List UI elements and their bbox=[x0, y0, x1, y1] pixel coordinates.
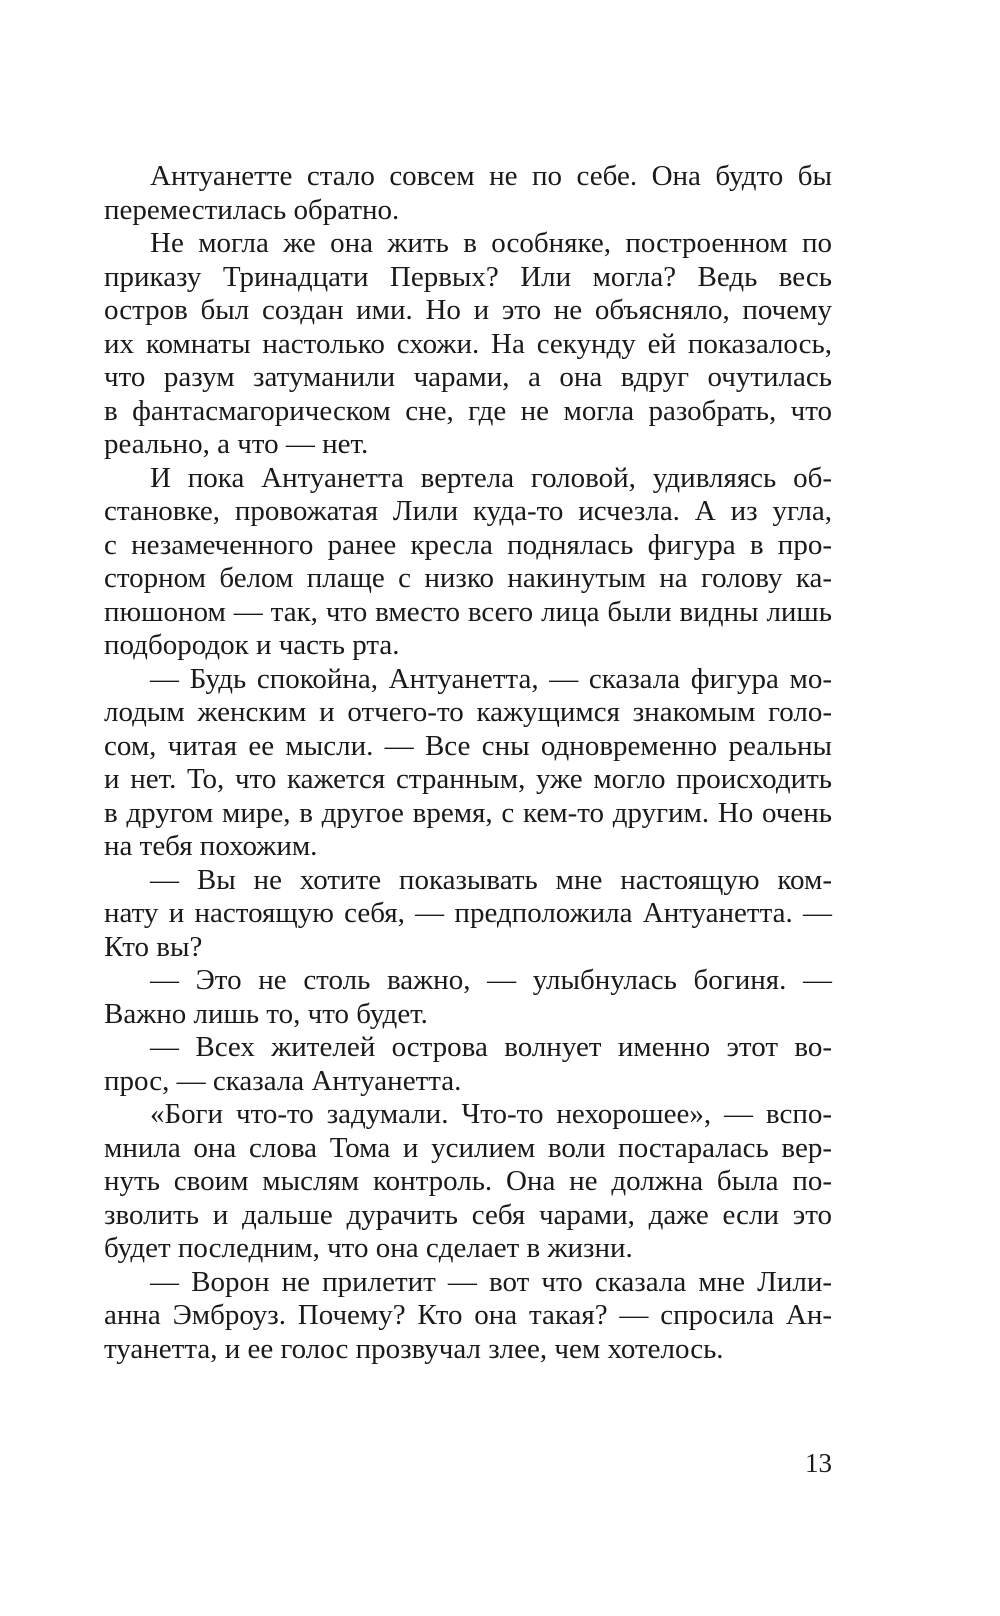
text-line: реально, а что — нет. bbox=[104, 428, 369, 460]
text-line: — Будь спокойна, Антуанетта, — сказала фигура мо- bbox=[150, 662, 832, 695]
text-line: сом, читая ее мысли. — Все сны одновременно реальны bbox=[104, 729, 832, 762]
text-line: туанетта, и ее голос прозвучал злее, чем хотелось. bbox=[104, 1332, 724, 1365]
text-line: Важно лишь то, что будет. bbox=[104, 997, 428, 1030]
paragraph bbox=[104, 964, 832, 1031]
text-line: приказу Тринадцати Первых? Или могла? Ведь весь bbox=[104, 260, 832, 293]
text-line: нату и настоящую себя, — предположила Антуанетта. — bbox=[104, 897, 832, 929]
paragraph bbox=[104, 462, 832, 663]
text-line: — Это не столь важно, — улыбнулась богиня. — bbox=[150, 964, 832, 996]
text-line: переместилась обратно. bbox=[104, 193, 400, 226]
text-line: И пока Антуанетта вертела головой, удивляясь об- bbox=[150, 461, 832, 494]
text-line: их комнаты настолько схожи. На секунду ей показалось, bbox=[104, 327, 832, 360]
text-line: сторном белом плаще с низко накинутым на голову ка- bbox=[104, 562, 832, 594]
text-line: анна Эмброуз. Почему? Кто она такая? — спросила Ан- bbox=[104, 1299, 832, 1331]
text-line: остров был создан ими. Но и это не объясняло, почему bbox=[104, 294, 832, 326]
text-line: на тебя похожим. bbox=[104, 830, 318, 862]
paragraph bbox=[104, 227, 832, 462]
text-line: и нет. То, что кажется странным, уже могло происходить bbox=[104, 763, 832, 795]
text-line: нуть своим мыслям контроль. Она не должна была по- bbox=[104, 1165, 832, 1197]
text-line: — Вы не хотите показывать мне настоящую ком- bbox=[150, 863, 832, 896]
text-line: зволить и дальше дурачить себя чарами, даже если это bbox=[104, 1198, 832, 1231]
paragraph bbox=[104, 1098, 832, 1266]
text-line: прос, — сказала Антуанетта. bbox=[104, 1064, 462, 1097]
text-line: в фантасмагорическом сне, где не могла разобрать, что bbox=[104, 394, 832, 427]
text-line: с незамеченного ранее кресла поднялась фигура в про- bbox=[104, 528, 832, 561]
text-line: в другом мире, в другое время, с кем-то другим. Но очень bbox=[104, 796, 832, 829]
page-number: 13 bbox=[805, 1448, 832, 1478]
text-line: будет последним, что она сделает в жизни. bbox=[104, 1232, 633, 1264]
text-line: «Боги что-то задумали. Что-то нехорошее», — вспо- bbox=[150, 1098, 832, 1130]
paragraph bbox=[104, 160, 832, 227]
paragraph bbox=[104, 1031, 832, 1098]
text-line: — Ворон не прилетит — вот что сказала мне Лили- bbox=[150, 1265, 832, 1298]
paragraph bbox=[104, 864, 832, 965]
text-line: что разум затуманили чарами, а она вдруг очутилась bbox=[104, 361, 832, 393]
text-line: Не могла же она жить в особняке, построенном по bbox=[150, 227, 832, 259]
paragraph bbox=[104, 1266, 832, 1367]
text-line: пюшоном — так, что вместо всего лица были видны лишь bbox=[104, 595, 832, 628]
text-line: лодым женским и отчего-то кажущимся знакомым голо- bbox=[104, 696, 832, 728]
page-body bbox=[104, 160, 832, 1366]
text-line: — Всех жителей острова волнует именно этот во- bbox=[150, 1031, 832, 1063]
text-line: становке, провожатая Лили куда-то исчезла. А из угла, bbox=[104, 495, 832, 527]
text-line: подбородок и часть рта. bbox=[104, 629, 400, 661]
text-line: Антуанетте стало совсем не по себе. Она будто бы bbox=[150, 160, 832, 192]
text-line: Кто вы? bbox=[104, 930, 203, 963]
paragraph bbox=[104, 663, 832, 864]
text-line: мнила она слова Тома и усилием воли постаралась вер- bbox=[104, 1131, 832, 1164]
